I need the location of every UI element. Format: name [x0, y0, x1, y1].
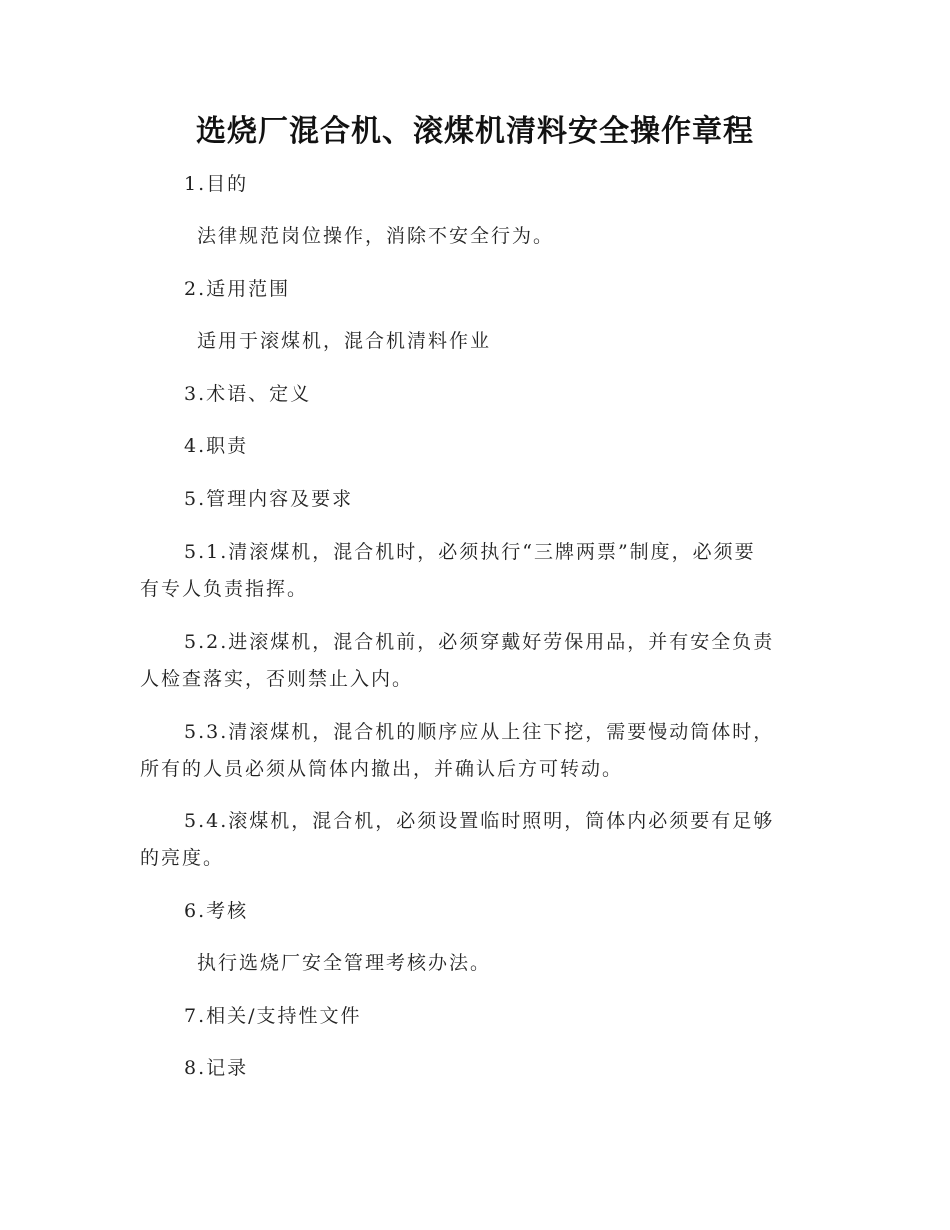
section-text-assessment: 执行选烧厂安全管理考核办法。	[197, 952, 492, 974]
clause-5-1-line-1: 5.1.清滚煤机，混合机时，必须执行“三牌两票”制度，必须要	[184, 541, 756, 563]
clause-5-3-line-1: 5.3.清滚煤机，混合机的顺序应从上往下挖，需要慢动筒体时，	[184, 721, 775, 743]
section-heading-duties: 4.职责	[184, 435, 249, 457]
section-heading-terms: 3.术语、定义	[184, 383, 312, 405]
clause-5-3-line-2: 所有的人员必须从筒体内撤出，并确认后方可转动。	[140, 758, 624, 780]
clause-5-4-line-2: 的亮度。	[140, 847, 225, 869]
section-heading-assessment: 6.考核	[184, 900, 249, 922]
section-heading-related-docs: 7.相关/支持性文件	[184, 1005, 362, 1027]
clause-5-4-line-1: 5.4.滚煤机，混合机，必须设置临时照明，筒体内必须要有足够	[184, 810, 775, 832]
section-heading-requirements: 5.管理内容及要求	[184, 488, 354, 510]
clause-5-1-line-2: 有专人负责指挥。	[140, 578, 309, 600]
clause-5-2-line-1: 5.2.进滚煤机，混合机前，必须穿戴好劳保用品，并有安全负责	[184, 631, 775, 653]
section-heading-purpose: 1.目的	[184, 173, 249, 195]
section-text-purpose: 法律规范岗位操作，消除不安全行为。	[197, 225, 555, 247]
document-title: 选烧厂混合机、滚煤机清料安全操作章程	[196, 114, 754, 149]
clause-5-2-line-2: 人检查落实，否则禁止入内。	[140, 668, 414, 690]
section-text-scope: 适用于滚煤机，混合机清料作业	[197, 330, 492, 352]
section-heading-records: 8.记录	[184, 1057, 249, 1079]
section-heading-scope: 2.适用范围	[184, 278, 291, 300]
